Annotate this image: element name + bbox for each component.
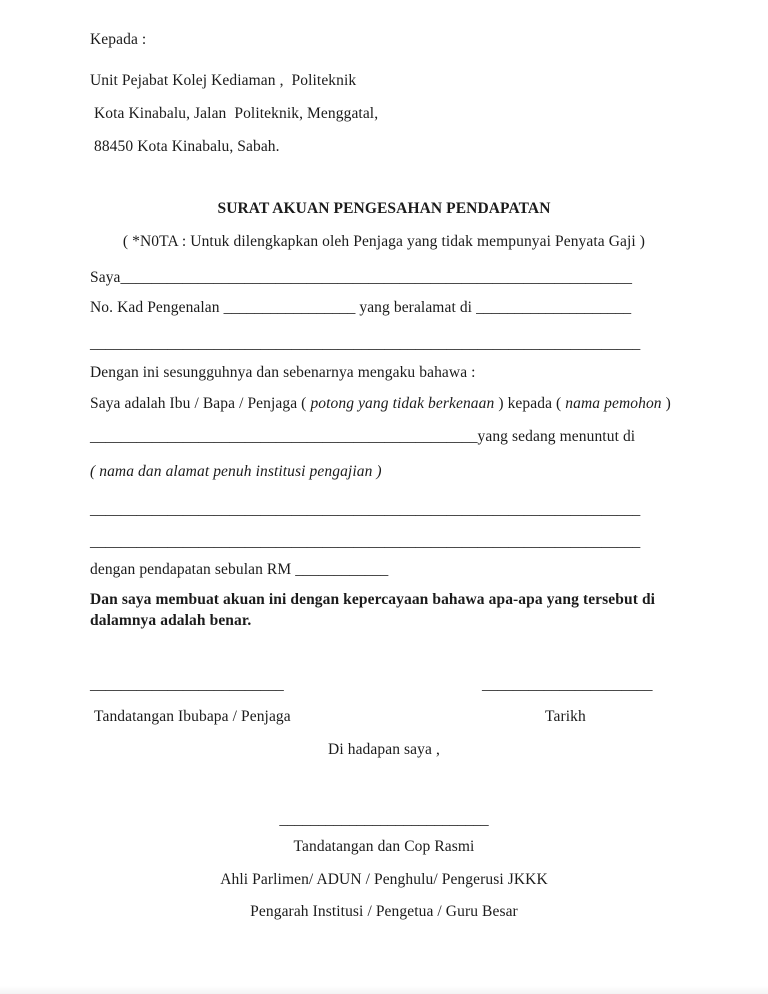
official-signature-label: Tandatangan dan Cop Rasmi	[293, 838, 475, 855]
name-label: Saya	[90, 269, 121, 286]
declaration-intro: Dengan ini sesungguhnya dan sebenarnya mengaku bahawa :	[90, 364, 476, 381]
witness-intro: Di hadapan saya ,	[328, 741, 440, 758]
relation-text-2: ) kepada (	[494, 395, 566, 412]
closing-statement	[90, 589, 728, 631]
closing-line-1: Dan saya membuat akuan ini dengan kepercayaan bahawa apa-apa yang tersebut di	[90, 591, 656, 608]
menuntut-label: yang sedang menuntut di	[477, 428, 636, 445]
ic-address-line	[90, 298, 728, 318]
applicant-name-blank: __________________________________________________	[90, 428, 478, 445]
address-blank-line: _______________________________________________________________________	[90, 335, 641, 352]
ic-label: No. Kad Pengenalan	[90, 299, 224, 316]
relation-hint-potong: potong yang tidak berkenaan	[310, 395, 495, 412]
recipient-line-1: Unit Pejabat Kolej Kediaman , Politeknik	[90, 72, 357, 89]
date-blank: ______________________	[482, 676, 653, 693]
address-label: yang beralamat di	[355, 299, 477, 316]
scan-bottom-edge	[0, 986, 768, 994]
ic-blank: _________________	[223, 299, 356, 316]
date-label: Tarikh	[545, 708, 586, 725]
guardian-signature-label: Tandatangan Ibubapa / Penjaga	[90, 708, 291, 725]
income-line	[90, 560, 728, 580]
official-roles-line-1: Ahli Parlimen/ ADUN / Penghulu/ Pengerusi JKKK	[220, 871, 548, 888]
relation-text-1: Saya adalah Ibu / Bapa / Penjaga (	[90, 395, 311, 412]
letter-title: SURAT AKUAN PENGESAHAN PENDAPATAN	[217, 200, 551, 217]
official-signature-blank: ___________________________	[279, 811, 489, 828]
income-label: dengan pendapatan sebulan RM	[90, 561, 296, 578]
name-line	[90, 268, 728, 288]
address-blank: ____________________	[476, 299, 632, 316]
institution-blank-line-1: _______________________________________________________________________	[90, 501, 641, 518]
name-blank: __________________________________________________________________	[120, 269, 633, 286]
relation-hint-nama-pemohon: nama pemohon	[565, 395, 662, 412]
recipient-kepada: Kepada :	[90, 31, 147, 48]
letter-note: ( *N0TA : Untuk dilengkapkan oleh Penjaga yang tidak mempunyai Penyata Gaji )	[122, 233, 646, 250]
recipient-line-2: Kota Kinabalu, Jalan Politeknik, Menggatal,	[90, 105, 379, 122]
relation-line	[90, 394, 728, 414]
closing-line-2: dalamnya adalah benar.	[90, 612, 252, 629]
recipient-line-3: 88450 Kota Kinabalu, Sabah.	[90, 138, 280, 155]
official-roles-line-2: Pengarah Institusi / Pengetua / Guru Besar	[250, 903, 518, 920]
guardian-signature-blank: _________________________	[90, 676, 284, 693]
applicant-line	[90, 427, 728, 447]
institution-hint: ( nama dan alamat penuh institusi pengajian )	[90, 463, 382, 480]
institution-blank-line-2: _______________________________________________________________________	[90, 533, 641, 550]
income-blank: ____________	[295, 561, 389, 578]
relation-text-3: )	[661, 395, 671, 412]
